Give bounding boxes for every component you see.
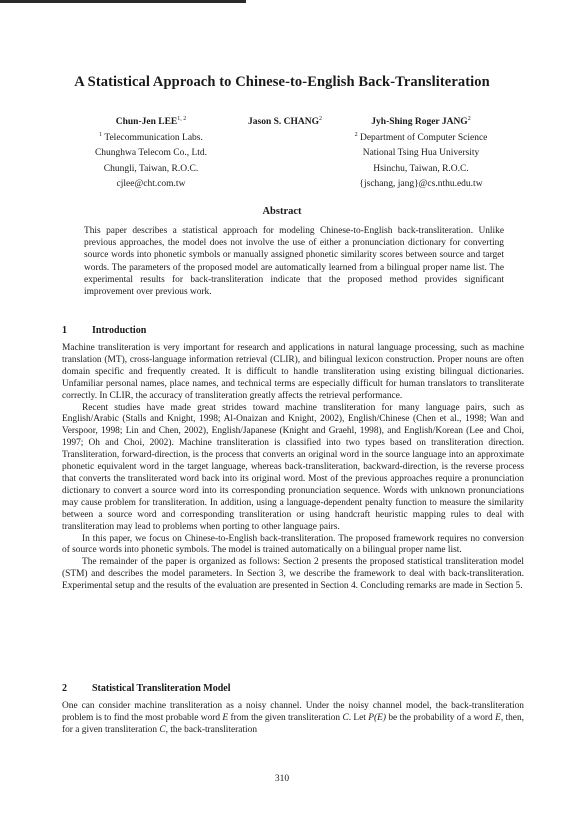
section-heading-statistical-model: [62, 683, 231, 694]
abstract-heading: Abstract: [262, 206, 302, 217]
affiliation-line: $^2$ Department of Computer Science: [354, 131, 488, 143]
author-email: cjlee@cht.com.tw: [116, 179, 186, 190]
paragraph: Recent studies have made great strides toward machine transliteration for many language pairs, such as English/Arabic (Stalls and Knight, 1998; Al-Onaizan and Knight, 2002), English/Chinese (Chen et al., 1998; Wan and Verspoor, 1998; Lin and Chen, 2002), English/Japanese (Knight and Graehl, 1998), and English/Korean (Lee and Choi, 1997; Oh and Choi, 2002). Machine transliteration is classified into two types based on transliteration direction. Transliteration, forward-direction, is the process that converts an original word in the source language into an approximate phonetic equivalent word in the target language, whereas back-transliteration, backward-direction, is the reverse process that converts the transliterated word back into its original word. Most of the previous approaches require a pronunciation dictionary to convert a source word into its corresponding pronunciation sequence. Words with unknown pronunciations may cause problem for transliteration. In addition, using a language-dependent penalty function to measure the similarity between a source word and corresponding transliteration or using handcraft heuristic mapping rules to deal with transliteration may lead to problems when porting to other language pairs.: [62, 402, 524, 532]
paragraph: In this paper, we focus on Chinese-to-English back-transliteration. The proposed framework requires no conversion of source words into phonetic symbols. The model is trained automatically on a bilingual proper name list.: [62, 533, 524, 556]
author-2: [230, 113, 340, 129]
introduction-body: [62, 343, 524, 593]
author-email: {jschang, jang}@cs.nthu.edu.tw: [359, 179, 483, 190]
affiliation-line: $^1$ Telecommunication Labs.: [99, 131, 203, 143]
paragraph: The remainder of the paper is organized as follows: Section 2 presents the proposed statistical transliteration model (STM) and describes the model parameters. In Section 3, we describe the framework to deal with back-transliteration. Experimental setup and the results of the evaluation are presented in Section 4. Concluding remarks are made in Section 5.: [62, 557, 524, 592]
affiliation-line: Chunghwa Telecom Co., Ltd.: [94, 148, 208, 159]
author-name: Chun-Jen LEE$^{1, 2}$: [115, 116, 187, 128]
author-3: [336, 113, 506, 191]
paper-title: A Statistical Approach to Chinese-to-English Back-Transliteration: [74, 74, 490, 90]
section-title: Statistical Transliteration Model: [92, 683, 231, 694]
section2-body: [62, 701, 524, 737]
author-1: [76, 113, 226, 191]
page-number: 310: [274, 774, 290, 784]
author-name: Jyh-Shing Roger JANG$^2$: [371, 116, 471, 128]
section-heading-introduction: [62, 325, 146, 336]
paragraph: One can consider machine transliteration as a noisy channel. Under the noisy channel model, the back-transliteration problem is to find the most probable word E from the given transliteration C. Let P(E) be the probability of a word E, then, for a given transliteration C, the back-transliteration: [62, 701, 524, 735]
section-number: 2: [62, 683, 67, 694]
abstract-text: This paper describes a statistical approach for modeling Chinese-to-English back-transliteration. Unlike previous approaches, the model does not involve the use of either a pronunciation dictionary for converting source words into phonetic symbols or manually assigned phonetic similarity scores between source and target words. The parameters of the proposed model are automatically learned from a bilingual proper name list. The experimental results for back-transliteration indicate that the proposed method provides significant improvement over previous work.: [84, 226, 504, 298]
section-number: 1: [62, 325, 67, 336]
affiliation-line: Chungli, Taiwan, R.O.C.: [103, 163, 199, 174]
top-rule: [0, 0, 246, 3]
author-name: Jason S. CHANG$^2$: [248, 116, 322, 128]
section-title: Introduction: [92, 325, 147, 336]
paragraph: Machine transliteration is very important for research and applications in natural language processing, such as machine translation (MT), cross-language information retrieval (CLIR), and bilingual lexicon construction. Proper nouns are often domain specific and frequently created. It is difficult to handle transliteration using existing bilingual dictionaries. Unfamiliar personal names, place names, and technical terms are especially difficult for human translators to transliterate correctly. In CLIR, the accuracy of transliteration greatly affects the retrieval performance.: [62, 343, 524, 401]
affiliation-line: Hsinchu, Taiwan, R.O.C.: [373, 163, 469, 174]
affiliation-line: National Tsing Hua University: [362, 148, 480, 159]
